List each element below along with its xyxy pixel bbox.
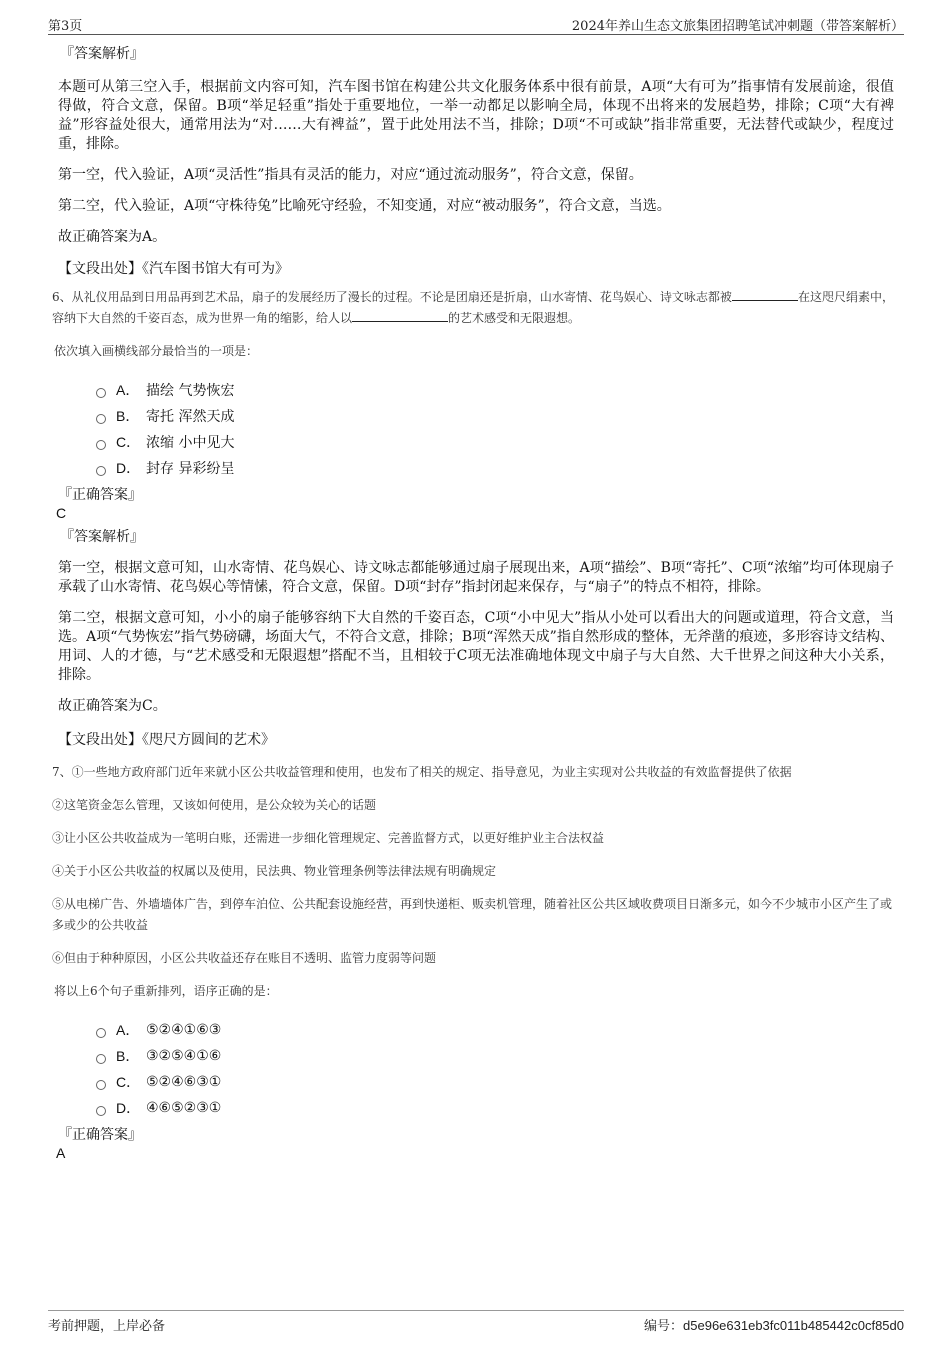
q5-analysis-para: 本题可从第三空入手，根据前文内容可知，汽车图书馆在构建公共文化服务体系中很有前景，A项“大有可为”指事情有发展前途，很值得做，符合文意，保留。B项“举足轻重”指处于重要地位，一举一动都足以影响全局，体现不出将来的发展趋势，排除；C项“大有裨益”形容益处很大，通常用法为“对……大有裨益”，置于此处用法不当，排除；D项“不可或缺”指非常重要，无法替代或缺少，程度过重，排除。 [58, 79, 894, 152]
document-title: 2024年养山生态文旅集团招聘笔试冲刺题（带答案解析） [571, 19, 904, 34]
q6-source: 【文段出处】《咫尺方圆间的艺术》 [58, 732, 275, 748]
q6-answer: C [56, 505, 67, 521]
radio-icon[interactable] [96, 1054, 106, 1064]
q7-sentence: 7、①一些地方政府部门近年来就小区公共收益管理和使用，也发布了相关的规定、指导意见，为业主实现对公共收益的有效监督提供了依据 [52, 765, 792, 779]
q7-instruction: 将以上6个句子重新排列，语序正确的是： [54, 984, 278, 998]
q7-sentence: ②这笔资金怎么管理，又该如何使用，是公众较为关心的话题 [52, 798, 377, 812]
radio-icon[interactable] [96, 440, 106, 450]
blank-1 [732, 287, 798, 301]
radio-icon[interactable] [96, 1106, 106, 1116]
radio-icon[interactable] [96, 466, 106, 476]
q7-option-c[interactable]: C． ⑤②④⑥③① [96, 1069, 894, 1095]
q6-conclusion: 故正确答案为C。 [58, 698, 167, 714]
q6-stem: 6、从礼仪用品到日用品再到艺术品，扇子的发展经历了漫长的过程。不论是团扇还是折扇，山水寄情、花鸟娱心、诗文咏志都被 在这咫尺绢素中，容纳下大自然的千姿百态，成为世界一角的缩影，给人以 的艺术感受和无限遐想。 [52, 287, 894, 329]
q5-analysis-para: 第二空，代入验证，A项“守株待兔”比喻死守经验，不知变通，对应“被动服务”，符合文意，当选。 [58, 198, 671, 214]
q5-source: 【文段出处】《汽车图书馆大有可为》 [58, 261, 289, 277]
q7-options [96, 1017, 894, 1121]
q7-answer-heading: 『正确答案』 [58, 1127, 142, 1143]
q7-option-a[interactable]: A． ⑤②④①⑥③ [96, 1017, 894, 1043]
q6-option-b[interactable]: B． 寄托 浑然天成 [96, 403, 894, 429]
radio-icon[interactable] [96, 1080, 106, 1090]
q6-analysis-para: 第二空，根据文意可知，小小的扇子能够容纳下大自然的千姿百态，C项“小中见大”指从小处可以看出大的问题或道理，符合文意，当选。A项“气势恢宏”指气势磅礴，场面大气，不符合文意，排除；B项“浑然天成”指自然形成的整体，无斧凿的痕迹，多形容诗文结构、用词、人的才德，与“艺术感受和无限遐想”搭配不当，且相较于C项无法准确地体现文中扇子与大自然、大千世界之间这种大小关系，排除。 [58, 610, 894, 683]
q6-options [96, 377, 894, 481]
q7-answer: A [56, 1145, 66, 1161]
q6-analysis-heading: 『答案解析』 [60, 529, 144, 545]
q6-option-c[interactable]: C． 浓缩 小中见大 [96, 429, 894, 455]
q6-instruction: 依次填入画横线部分最恰当的一项是： [54, 344, 259, 358]
document-code: 编号：d5e96e631eb3fc011b485442c0cf85d0 [644, 1318, 904, 1334]
q5-analysis-para: 第一空，代入验证，A项“灵活性”指具有灵活的能力，对应“通过流动服务”，符合文意，保留。 [58, 167, 643, 183]
page-number: 第3页 [48, 19, 83, 34]
q7-option-b[interactable]: B． ③②⑤④①⑥ [96, 1043, 894, 1069]
page-header [48, 12, 904, 35]
q5-conclusion: 故正确答案为A。 [58, 229, 167, 245]
q7-sentence: ④关于小区公共收益的权属以及使用，民法典、物业管理条例等法律法规有明确规定 [52, 864, 497, 878]
q7-option-d[interactable]: D． ④⑥⑤②③① [96, 1095, 894, 1121]
footer-slogan: 考前押题，上岸必备 [48, 1319, 166, 1334]
blank-2 [352, 308, 448, 322]
q6-answer-heading: 『正确答案』 [58, 487, 142, 503]
q7-sentence: ⑤从电梯广告、外墙墙体广告，到停车泊位、公共配套设施经营，再到快递柜、贩卖机管理，随着社区公共区域收费项目日渐多元，如今不少城市小区产生了或多或少的公共收益 [52, 897, 893, 932]
radio-icon[interactable] [96, 388, 106, 398]
radio-icon[interactable] [96, 414, 106, 424]
q7-sentence: ③让小区公共收益成为一笔明白账，还需进一步细化管理规定、完善监督方式，以更好维护业主合法权益 [52, 831, 605, 845]
q6-analysis-para: 第一空，根据文意可知，山水寄情、花鸟娱心、诗文咏志都能够通过扇子展现出来，A项“描绘”、B项“寄托”、C项“浓缩”均可体现扇子承载了山水寄情、花鸟娱心等情愫，符合文意，保留。D项“封存”指封闭起来保存，与“扇子”的特点不相符，排除。 [58, 560, 894, 595]
page-content [52, 44, 894, 1167]
q6-option-d[interactable]: D． 封存 异彩纷呈 [96, 455, 894, 481]
radio-icon[interactable] [96, 1028, 106, 1038]
q7-sentence: ⑥但由于种种原因，小区公共收益还存在账目不透明、监管力度弱等问题 [52, 951, 437, 965]
page-footer [48, 1310, 904, 1335]
q6-option-a[interactable]: A． 描绘 气势恢宏 [96, 377, 894, 403]
q5-analysis-heading: 『答案解析』 [60, 46, 144, 62]
